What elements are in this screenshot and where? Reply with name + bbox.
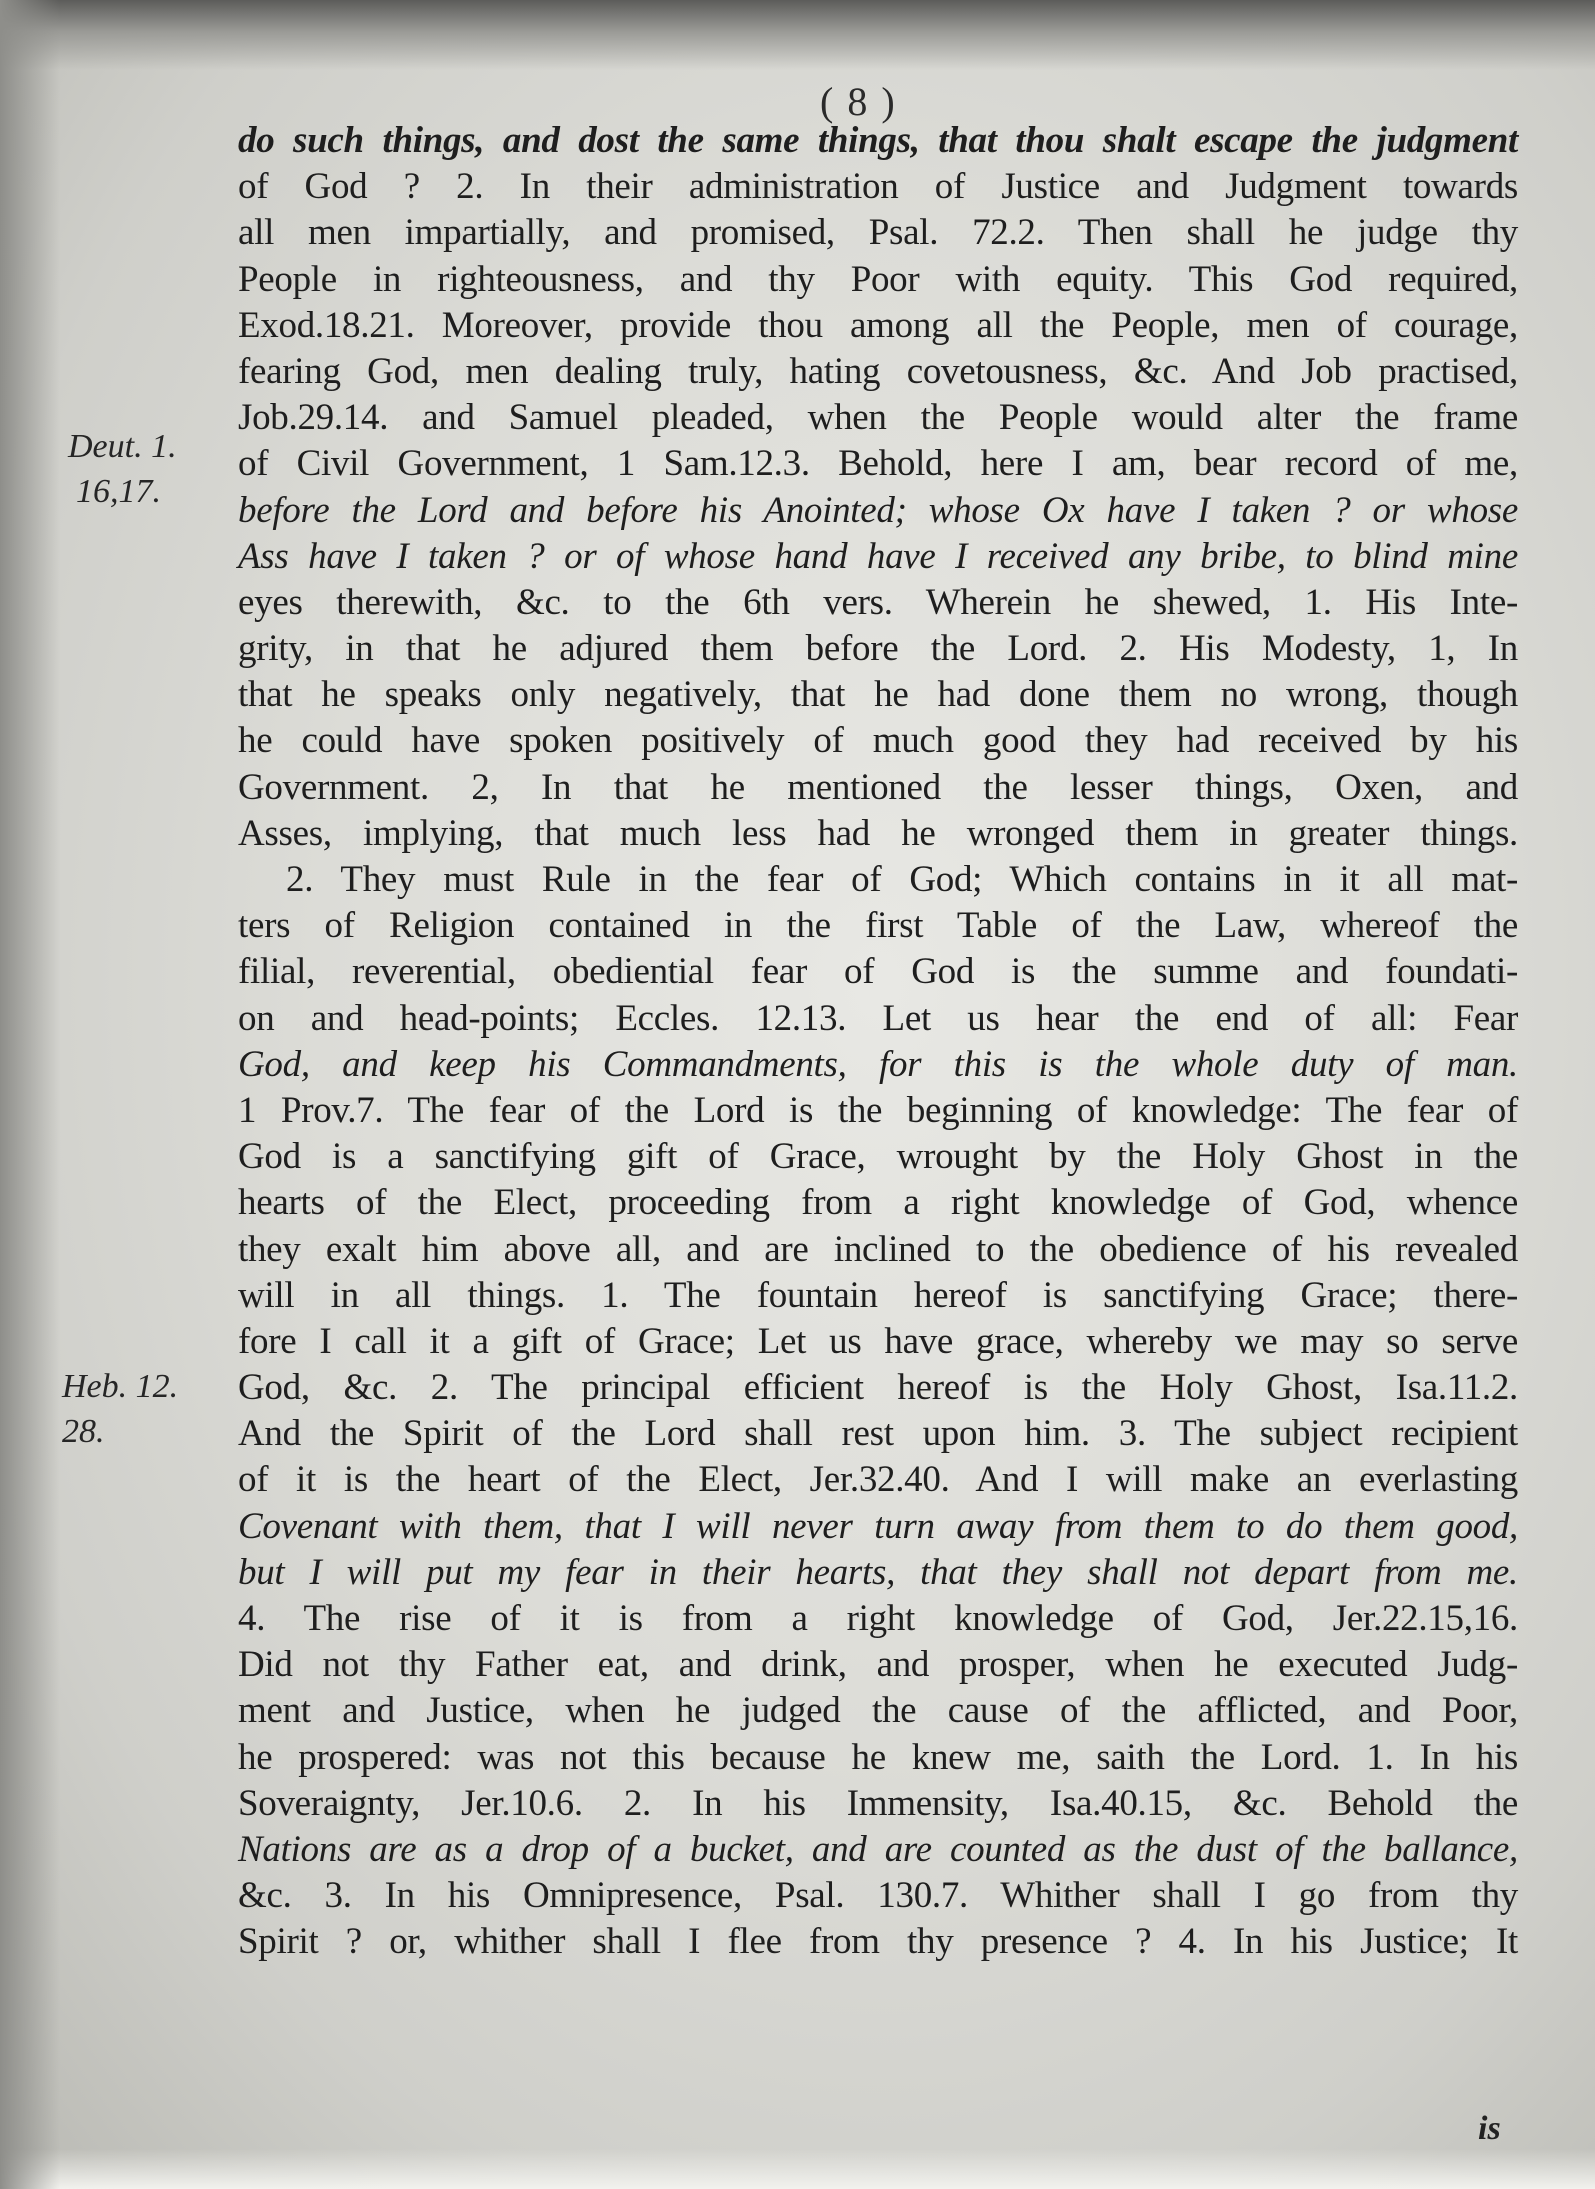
- text-line: he prospered: was not this because he knew me, saith the Lord. 1. In his: [238, 1736, 1518, 1778]
- text-line: that he speaks only negatively, that he had done them no wrong, though: [238, 674, 1518, 716]
- text-line: of it is the heart of the Elect, Jer.32.40. And I will make an everlasting: [238, 1459, 1518, 1501]
- catchword: is: [1478, 2110, 1501, 2147]
- text-line: And the Spirit of the Lord shall rest upon him. 3. The subject recipient: [238, 1413, 1518, 1455]
- text-line: ters of Religion contained in the first Table of the Law, whereof the: [238, 905, 1518, 947]
- text-line: filial, reverential, obediential fear of God is the summe and foundati-: [238, 951, 1518, 993]
- text-line: God is a sanctifying gift of Grace, wrought by the Holy Ghost in the: [238, 1136, 1518, 1178]
- text-line: on and head-points; Eccles. 12.13. Let us hear the end of all: Fear: [238, 997, 1518, 1039]
- text-line: of God ? 2. In their administration of Justice and Judgment towards: [238, 166, 1518, 208]
- text-line: Asses, implying, that much less had he wronged them in greater things.: [238, 812, 1518, 854]
- page-edge: [0, 2149, 1595, 2189]
- text-line: Covenant with them, that I will never turn away from them to do them good,: [238, 1505, 1518, 1547]
- text-line: God, &c. 2. The principal efficient hereof is the Holy Ghost, Isa.11.2.: [238, 1367, 1518, 1409]
- text-line: Ass have I taken ? or of whose hand have I received any bribe, to blind mine: [238, 535, 1518, 577]
- text-line: People in righteousness, and thy Poor with equity. This God required,: [238, 258, 1518, 300]
- text-line: he could have spoken positively of much good they had received by his: [238, 720, 1518, 762]
- text-line: will in all things. 1. The fountain hereof is sanctifying Grace; there-: [238, 1274, 1518, 1316]
- text-line: hearts of the Elect, proceeding from a right knowledge of God, whence: [238, 1182, 1518, 1224]
- text-line: grity, in that he adjured them before the Lord. 2. His Modesty, 1, In: [238, 628, 1518, 670]
- text-line: &c. 3. In his Omnipresence, Psal. 130.7. Whither shall I go from thy: [238, 1875, 1518, 1917]
- margin-note-deut-verses: 16,17.: [76, 473, 161, 510]
- text-line: of Civil Government, 1 Sam.12.3. Behold, here I am, bear record of me,: [238, 443, 1518, 485]
- text-line: Nations are as a drop of a bucket, and are counted as the dust of the ballance,: [238, 1828, 1518, 1870]
- text-line: 4. The rise of it is from a right knowledge of God, Jer.22.15,16.: [238, 1598, 1518, 1639]
- text-line: but I will put my fear in their hearts, that they shall not depart from me.: [238, 1551, 1518, 1593]
- text-line: fearing God, men dealing truly, hating covetousness, &c. And Job practised,: [238, 350, 1518, 392]
- text-line: ment and Justice, when he judged the cause of the afflicted, and Poor,: [238, 1690, 1518, 1732]
- text-line: before the Lord and before his Anointed; whose Ox have I taken ? or whose: [238, 489, 1518, 531]
- text-line: Job.29.14. and Samuel pleaded, when the People would alter the frame: [238, 397, 1518, 439]
- body-text: [238, 118, 1518, 1966]
- text-line: Spirit ? or, whither shall I flee from thy presence ? 4. In his Justice; It: [238, 1921, 1518, 1963]
- text-line: 1 Prov.7. The fear of the Lord is the beginning of knowledge: The fear of: [238, 1089, 1518, 1131]
- margin-note-heb: Heb. 12.: [62, 1368, 179, 1405]
- text-line: Did not thy Father eat, and drink, and prosper, when he executed Judg-: [238, 1644, 1518, 1686]
- text-line: 2. They must Rule in the fear of God; Which contains in it all mat-: [286, 859, 1518, 900]
- text-line: Soveraignty, Jer.10.6. 2. In his Immensity, Isa.40.15, &c. Behold the: [238, 1782, 1518, 1824]
- text-line: God, and keep his Commandments, for this is the whole duty of man.: [238, 1043, 1518, 1085]
- text-line: they exalt him above all, and are inclined to the obedience of his revealed: [238, 1228, 1518, 1270]
- text-line: all men impartially, and promised, Psal. 72.2. Then shall he judge thy: [238, 212, 1518, 254]
- text-line: eyes therewith, &c. to the 6th vers. Wherein he shewed, 1. His Inte-: [238, 581, 1518, 623]
- margin-note-heb-verses: 28.: [62, 1413, 105, 1450]
- text-line: fore I call it a gift of Grace; Let us have grace, whereby we may so serve: [238, 1320, 1518, 1362]
- text-line: Exod.18.21. Moreover, provide thou among all the People, men of courage,: [238, 304, 1518, 346]
- page-number: ( 8 ): [820, 79, 897, 124]
- text-line: Government. 2, In that he mentioned the lesser things, Oxen, and: [238, 766, 1518, 808]
- margin-note-deut: Deut. 1.: [68, 428, 177, 465]
- text-line: do such things, and dost the same things, that thou shalt escape the judgment: [238, 120, 1518, 161]
